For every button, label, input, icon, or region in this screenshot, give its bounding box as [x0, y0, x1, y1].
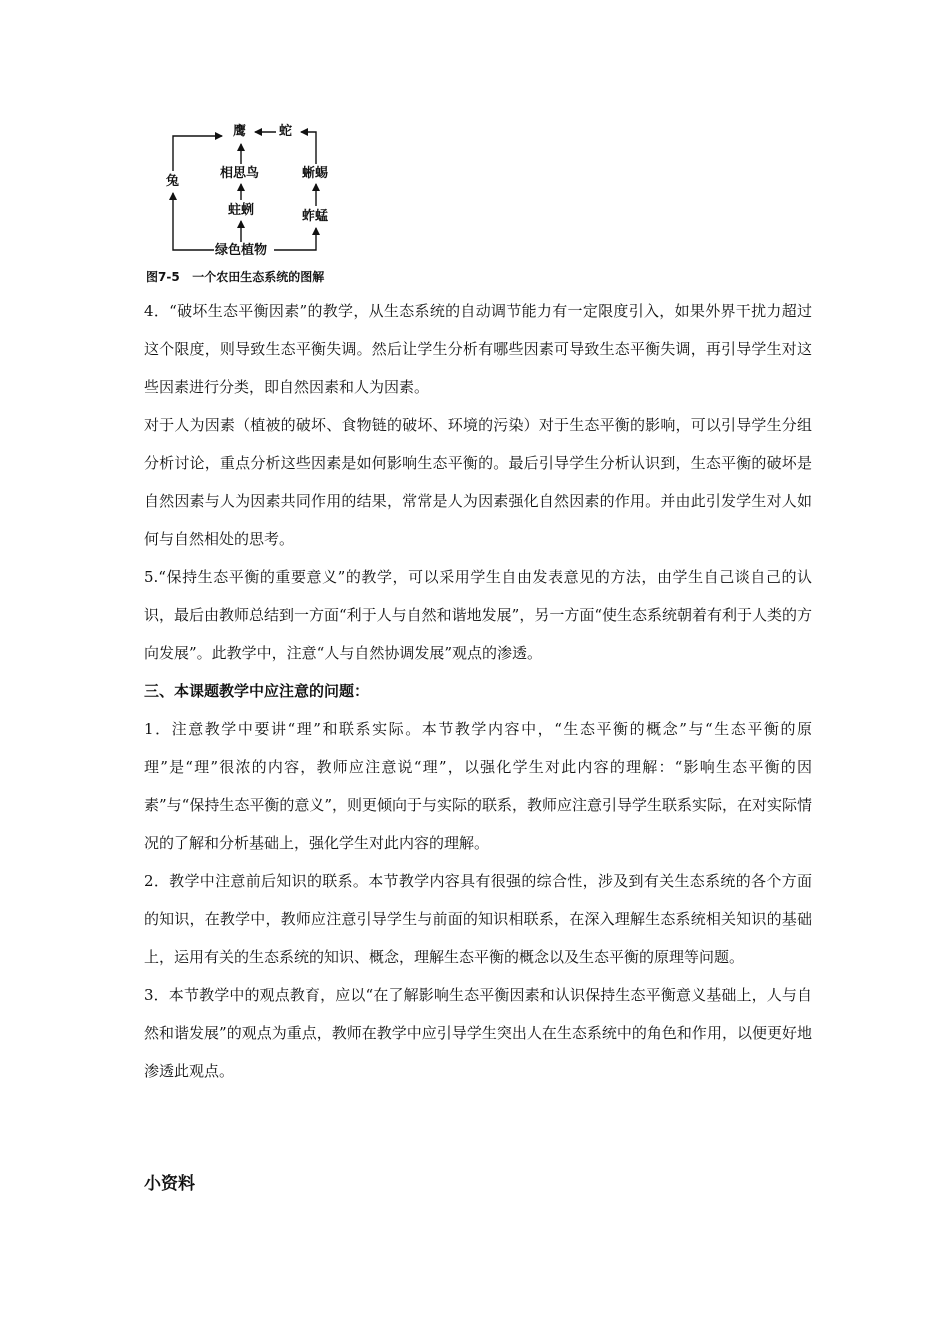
paragraph-4-continued: 对于人为因素（植被的破坏、食物链的破坏、环境的污染）对于生态平衡的影响，可以引导学生分组分析讨论，重点分析这些因素是如何影响生态平衡的。最后引导学生分析认识到，生态平衡的破坏是自然因素与人为因素共同作用的结果，常常是人为因素强化自然因素的作用。并由此引发学生对人如何与自然相处的思考。	[144, 416, 812, 548]
node-spider: 蛀蛚	[228, 203, 255, 218]
issue-1: 1．注意教学中要讲“理”和联系实际。本节教学内容中，“生态平衡的概念”与“生态平衡的原理”是“理”很浓的内容，教师应注意说“理”，以强化学生对此内容的理解：“影响生态平衡的因素”与“保持生态平衡的意义”，则更倾向于与实际的联系，教师应注意引导学生联系实际，在对实际情况的了解和分析基础上，强化学生对此内容的理解。	[144, 720, 813, 852]
issue-2: 2．教学中注意前后知识的联系。本节教学内容具有很强的综合性，涉及到有关生态系统的各个方面的知识，在教学中，教师应注意引导学生与前面的知识相联系，在深入理解生态系统相关知识的基础上，运用有关的生态系统的知识、概念，理解生态平衡的概念以及生态平衡的原理等问题。	[144, 872, 812, 966]
food-web-diagram	[148, 118, 348, 268]
node-green-plants: 绿色植物	[215, 243, 268, 258]
paragraph-4: 4．“破坏生态平衡因素”的教学，从生态系统的自动调节能力有一定限度引入，如果外界干扰力超过这个限度，则导致生态平衡失调。然后让学生分析有哪些因素可导致生态平衡失调，再引导学生对这些因素进行分类，即自然因素和人为因素。	[144, 302, 812, 396]
node-snake: 蛇	[279, 124, 293, 139]
paragraph-5: 5.“保持生态平衡的重要意义”的教学，可以采用学生自由发表意见的方法，由学生自己谈自己的认识，最后由教师总结到一方面“利于人与自然和谐地发展”，另一方面“使生态系统朝着有利于人类的方向发展”。此教学中，注意“人与自然协调发展”观点的渗透。	[144, 568, 813, 662]
figure-caption: 图7-5 一个农田生态系统的图解	[146, 270, 325, 284]
node-eagle: 鹰	[233, 124, 247, 139]
node-grasshopper: 蚱蜢	[302, 209, 329, 224]
node-bird: 相思鸟	[220, 166, 260, 181]
issue-3: 3．本节教学中的观点教育，应以“在了解影响生态平衡因素和认识保持生态平衡意义基础上，人与自然和谐发展”的观点为重点，教师在教学中应引导学生突出人在生态系统中的角色和作用，以便更好地渗透此观点。	[144, 986, 812, 1080]
node-rabbit: 兔	[166, 174, 180, 189]
node-lizard: 蜥蜴	[302, 166, 329, 181]
section-heading-3: 三、本课题教学中应注意的问题：	[144, 682, 370, 700]
small-materials-heading: 小资料	[144, 1174, 195, 1194]
body-text-block-1	[144, 292, 812, 1090]
